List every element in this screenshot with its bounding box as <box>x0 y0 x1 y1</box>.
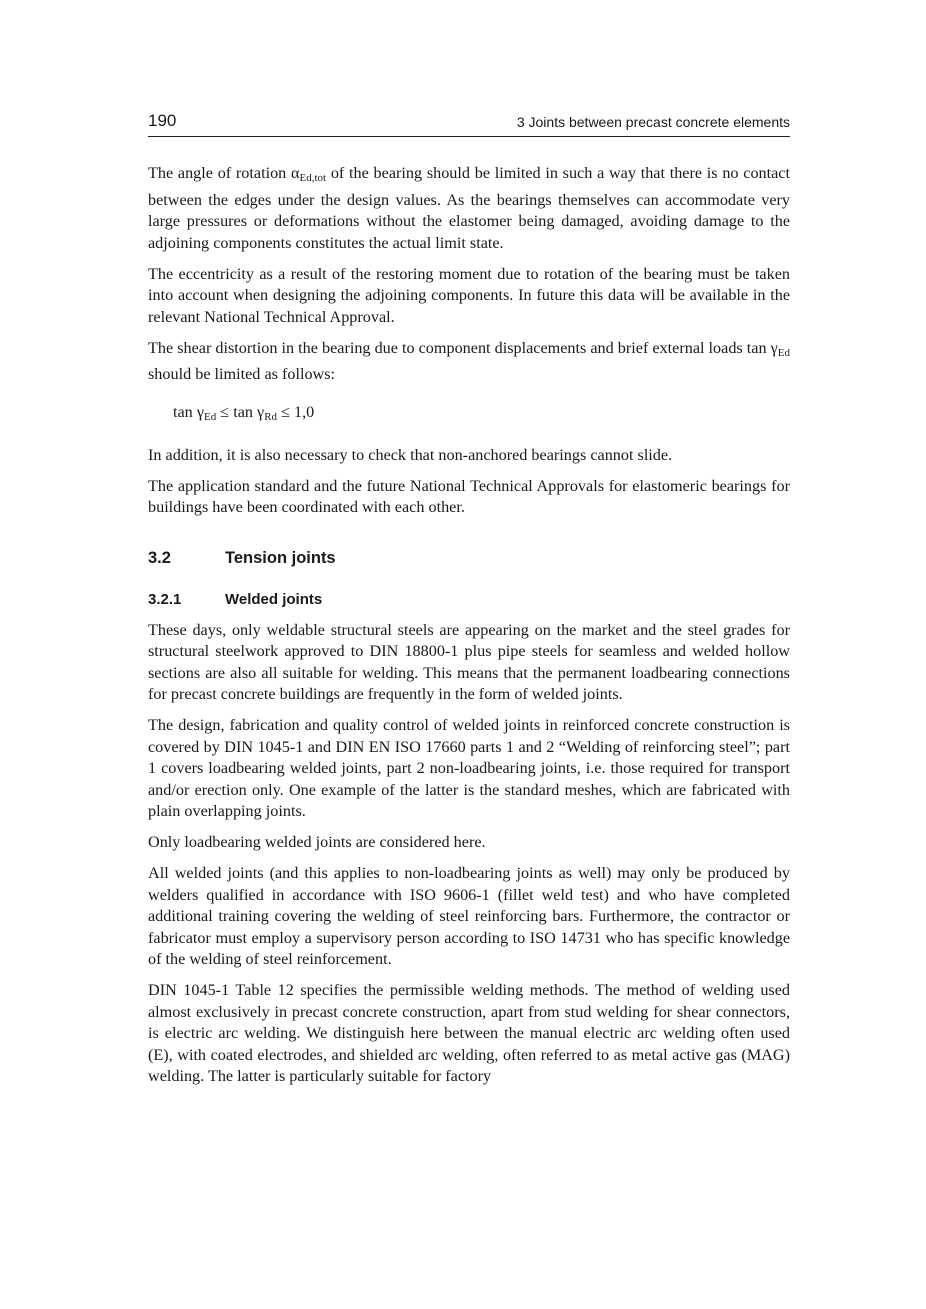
running-title: 3 Joints between precast concrete elements <box>516 114 790 130</box>
formula-operator: ≤ <box>216 402 234 421</box>
paragraph-eccentricity: The eccentricity as a result of the restoring moment due to rotation of the bearing must be taken into account when designing the adjoining components. In future this data will be available in the relevant National Technical Approval. <box>148 264 790 326</box>
alpha-symbol: α <box>291 164 300 182</box>
gamma-symbol: γ <box>196 402 204 421</box>
subscript: Ed,tot <box>299 172 327 184</box>
subsection-heading <box>148 591 790 610</box>
subsection-title: Welded joints <box>225 590 323 608</box>
paragraph-application-standard: The application standard and the future National Technical Approvals for elastomeric bearings for buildings have been coordinated with each other. <box>148 476 790 516</box>
gamma-symbol: γ <box>257 402 265 421</box>
shear-formula <box>173 401 790 428</box>
paragraph-welder-qualification: All welded joints (and this applies to non-loadbearing joints as well) may only be produced by welders qualified in accordance with ISO 9606-1 (fillet weld test) and who have completed additional training covering the welding of steel reinforcing bars. Furthermore, the contractor or fabricator must employ a supervisory person according to ISO 14731 who has specific knowledge of the welding of steel reinforcement. <box>148 864 790 968</box>
formula-operator: ≤ 1,0 <box>277 402 315 421</box>
paragraph-rotation-limit <box>148 163 790 254</box>
formula-text: tan <box>173 402 197 421</box>
page-number: 190 <box>148 111 177 130</box>
section-heading <box>148 549 790 569</box>
paragraph-welding-methods: DIN 1045-1 Table 12 specifies the permissible welding methods. The method of welding used almost exclusively in precast concrete construction, apart from stud welding for shear connectors, is electric arc welding. We distinguish here between the manual electric arc welding often used (E), with coated electrodes, and shielded arc welding, often referred to as metal active gas (MAG) welding. The latter is particularly suitable for factory <box>148 981 790 1085</box>
formula-text: tan <box>233 402 258 421</box>
text-run: should be limited as follows: <box>148 365 336 383</box>
paragraph-loadbearing-only: Only loadbearing welded joints are considered here. <box>148 833 486 851</box>
body-text <box>148 163 790 1097</box>
subsection-number: 3.2.1 <box>148 590 182 608</box>
page-header <box>148 110 790 137</box>
text-run: of the bearing should be limited in such a way that there is no contact between the edges under the design values. As the bearings themselves can accommodate very large pressures or deformations without the elastomer being damaged, avoiding damage to the adjoining components constitutes the actual limit state. <box>148 164 790 252</box>
paragraph-sliding-check: In addition, it is also necessary to check that non-anchored bearings cannot slide. <box>148 445 673 464</box>
section-number: 3.2 <box>148 548 171 567</box>
text-run: The shear distortion in the bearing due to component displacements and brief external loads tan <box>148 338 771 357</box>
text-run: The angle of rotation <box>148 164 291 182</box>
paragraph-weldable-steels: These days, only weldable structural steels are appearing on the market and the steel grades for structural steelwork approved to DIN 18800-1 plus pipe steels for seamless and welded hollow sections are also all suitable for welding. This means that the permanent loadbearing connections for precast concrete buildings are frequently in the form of welded joints. <box>148 620 790 703</box>
paragraph-design-fabrication: The design, fabrication and quality control of welded joints in reinforced concrete construction is covered by DIN 1045-1 and DIN EN ISO 17660 parts 1 and 2 “Welding of reinforcing steel”; part 1 covers loadbearing welded joints, part 2 non-loadbearing joints, i.e. those required for transport and/or erection only. One example of the latter is the standard meshes, which are fabricated with plain overlapping joints. <box>148 716 790 820</box>
gamma-symbol: γ <box>770 338 778 357</box>
subscript: Ed <box>777 346 790 359</box>
subscript: Rd <box>264 410 278 423</box>
paragraph-shear-distortion <box>148 338 790 386</box>
section-title: Tension joints <box>225 548 336 567</box>
subscript: Ed <box>203 410 217 423</box>
